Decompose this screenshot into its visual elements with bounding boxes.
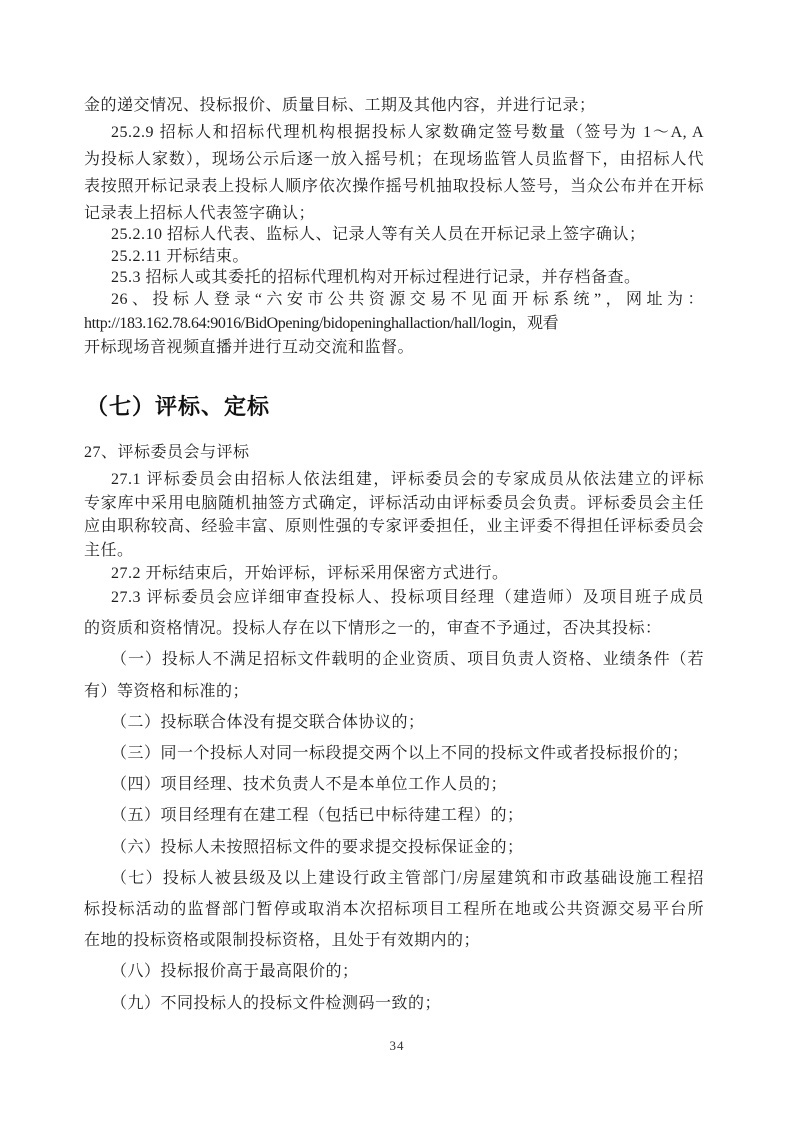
page-number: 34 [389,1038,405,1053]
paragraph-block-online-system [84,288,704,360]
paragraph-block-clause-27-1 [84,468,704,562]
text-line: （三）同一个投标人对同一标段提交两个以上不同的投标文件或者投标报价的； [111,745,689,763]
text-line: （七）投标人被县级及以上建设行政主管部门/房屋建筑和市政基础设施工程招 [111,869,704,887]
text-line: 在地的投标资格或限制投标资格，且处于有效期内的； [84,932,481,950]
text-line: 27.2 开标结束后，开始评标，评标采用保密方式进行。 [111,565,509,582]
text-line: 25.2.10 招标人代表、监标人、记录人等有关人员在开标记录上签字确认； [111,226,646,243]
text-line: 25.3 招标人或其委托的招标代理机构对开标过程进行记录，并存档备查。 [111,269,641,286]
paragraph-block-sign-confirm [84,224,704,289]
text-line: （五）项目经理有在建工程（包括已中标待建工程）的； [111,807,524,825]
paragraph-block-clause-27-3-items [84,582,704,1019]
url-text-line: http://183.162.78.64:9016/BidOpening/bidopeninghallaction/hall/login，观看 [84,315,559,332]
text-line: 25.2.9 招标人和招标代理机构根据投标人家数确定签号数量（签号为 1～A, A [111,124,704,141]
text-line: 专家库中采用电脑随机抽签方式确定，评标活动由评标委员会负责。评标委员会主任 [84,494,704,512]
text-line: （八）投标报价高于最高限价的； [111,963,359,981]
text-line: 的资质和资格情况。投标人存在以下情形之一的，审查不予通过，否决其投标： [84,620,662,638]
text-line: 27.3 评标委员会应详细审查投标人、投标项目经理（建造师）及项目班子成员 [111,589,704,606]
text-line: （一）投标人不满足招标文件载明的企业资质、项目负责人资格、业绩条件（若 [111,651,704,669]
text-line: （九）不同投标人的投标文件检测码一致的； [111,994,442,1012]
text-line: 表按照开标记录表上投标人顺序依次操作摇号机抽取投标人签号，当众公布并在开标 [84,178,704,195]
section-heading: （七）评标、定标 [86,394,271,419]
text-line: 25.2.11 开标结束。 [111,247,249,265]
text-line: 开标现场音视频直播并进行互动交流和监督。 [84,339,415,356]
text-line: 27、评标委员会与评标 [84,444,250,461]
text-line: 有）等资格和标准的； [84,682,250,700]
text-line: 27.1 评标委员会由招标人依法组建，评标委员会的专家成员从依法建立的评标 [111,471,704,488]
text-line: 标投标活动的监督部门暂停或取消本次招标项目工程所在地或公共资源交易平台所 [84,901,704,919]
text-line: （二）投标联合体没有提交联合体协议的； [111,713,425,731]
paragraph-block-open-bid-record [84,92,704,227]
paragraph-block-clause-27 [84,442,704,464]
text-line: 26、投标人登录“六安市公共资源交易不见面开标系统”，网址为： [111,291,704,308]
text-line: 金的递交情况、投标报价、质量目标、工期及其他内容，并进行记录； [84,97,596,114]
text-line: 记录表上招标人代表签字确认； [84,205,316,222]
text-line: （四）项目经理、技术负责人不是本单位工作人员的； [111,776,508,794]
text-line: 主任。 [84,541,134,559]
text-line: （六）投标人未按照招标文件的要求提交投标保证金的； [111,838,524,856]
text-line: 为投标人家数），现场公示后逐一放入摇号机；在现场监管人员监督下，由招标人代 [84,151,704,168]
text-line: 应由职称较高、经验丰富、原则性强的专家评委担任，业主评委不得担任评标委员会 [84,518,704,535]
